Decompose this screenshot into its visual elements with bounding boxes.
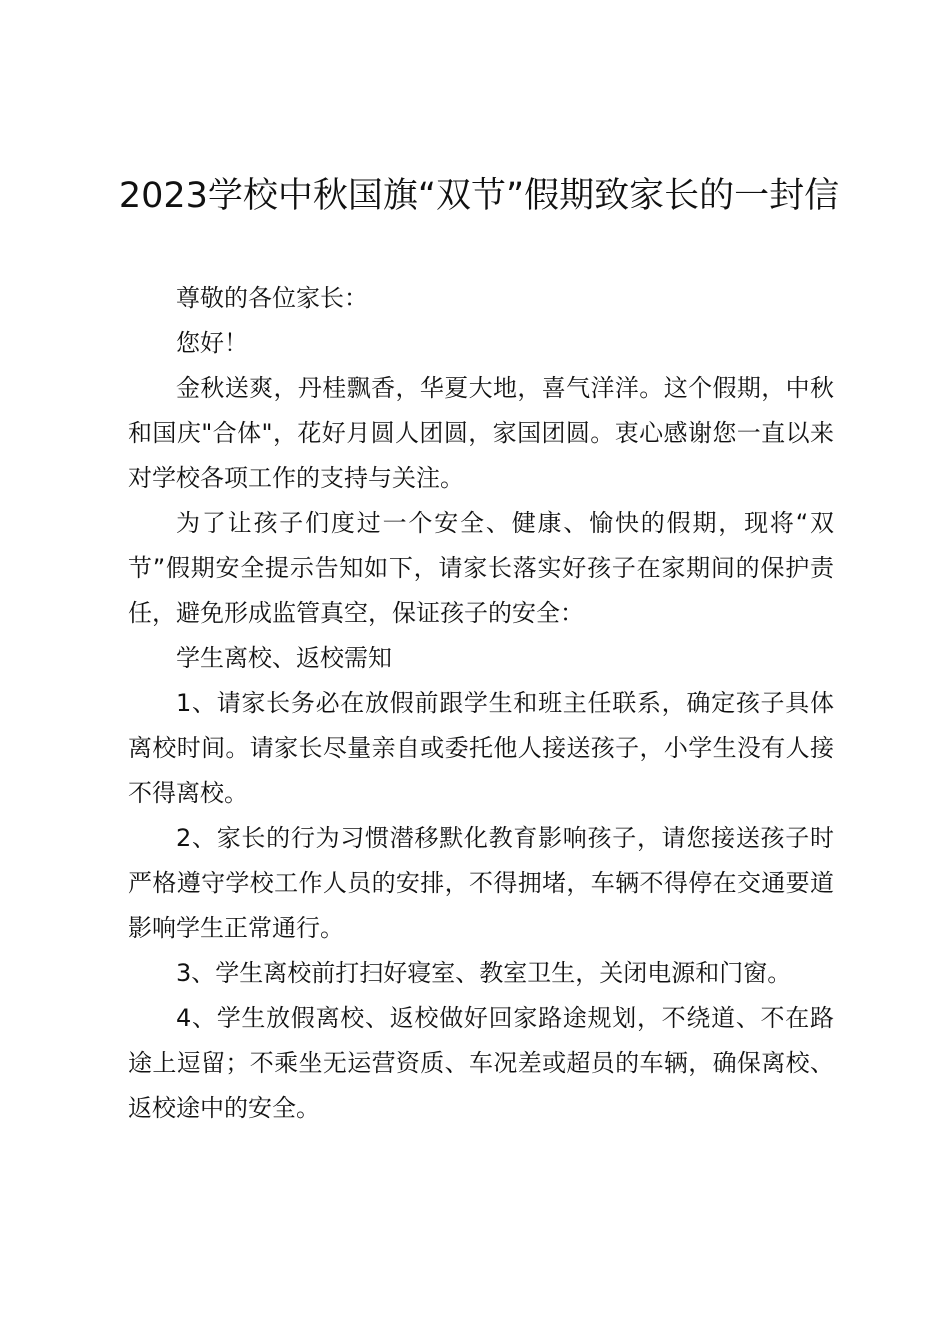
item-1: 1、请家长务必在放假前跟学生和班主任联系，确定孩子具体离校时间。请家长尽量亲自或委托他人接送孩子，小学生没有人接不得离校。 [128, 689, 834, 807]
purpose-paragraph: 为了让孩子们度过一个安全、健康、愉快的假期，现将“双节”假期安全提示告知如下，请家长落实好孩子在家期间的保护责任，避免形成监管真空，保证孩子的安全： [128, 509, 834, 627]
salutation: 尊敬的各位家长： [176, 284, 368, 312]
item-4: 4、学生放假离校、返校做好回家路途规划，不绕道、不在路途上逗留；不乘坐无运营资质、车况差或超员的车辆，确保离校、返校途中的安全。 [128, 1004, 834, 1122]
document-body [128, 276, 834, 1131]
section-heading: 学生离校、返校需知 [176, 644, 392, 672]
item-2: 2、家长的行为习惯潜移默化教育影响孩子，请您接送孩子时严格遵守学校工作人员的安排，不得拥堵，车辆不得停在交通要道影响学生正常通行。 [128, 824, 834, 942]
greeting: 您好！ [176, 329, 248, 357]
intro-paragraph: 金秋送爽，丹桂飘香，华夏大地，喜气洋洋。这个假期，中秋和国庆"合体"，花好月圆人团圆，家国团圆。衷心感谢您一直以来对学校各项工作的支持与关注。 [128, 374, 834, 492]
item-3: 3、学生离校前打扫好寝室、教室卫生，关闭电源和门窗。 [176, 959, 792, 987]
document-title: 2023学校中秋国旗“双节”假期致家长的一封信 [118, 176, 840, 216]
